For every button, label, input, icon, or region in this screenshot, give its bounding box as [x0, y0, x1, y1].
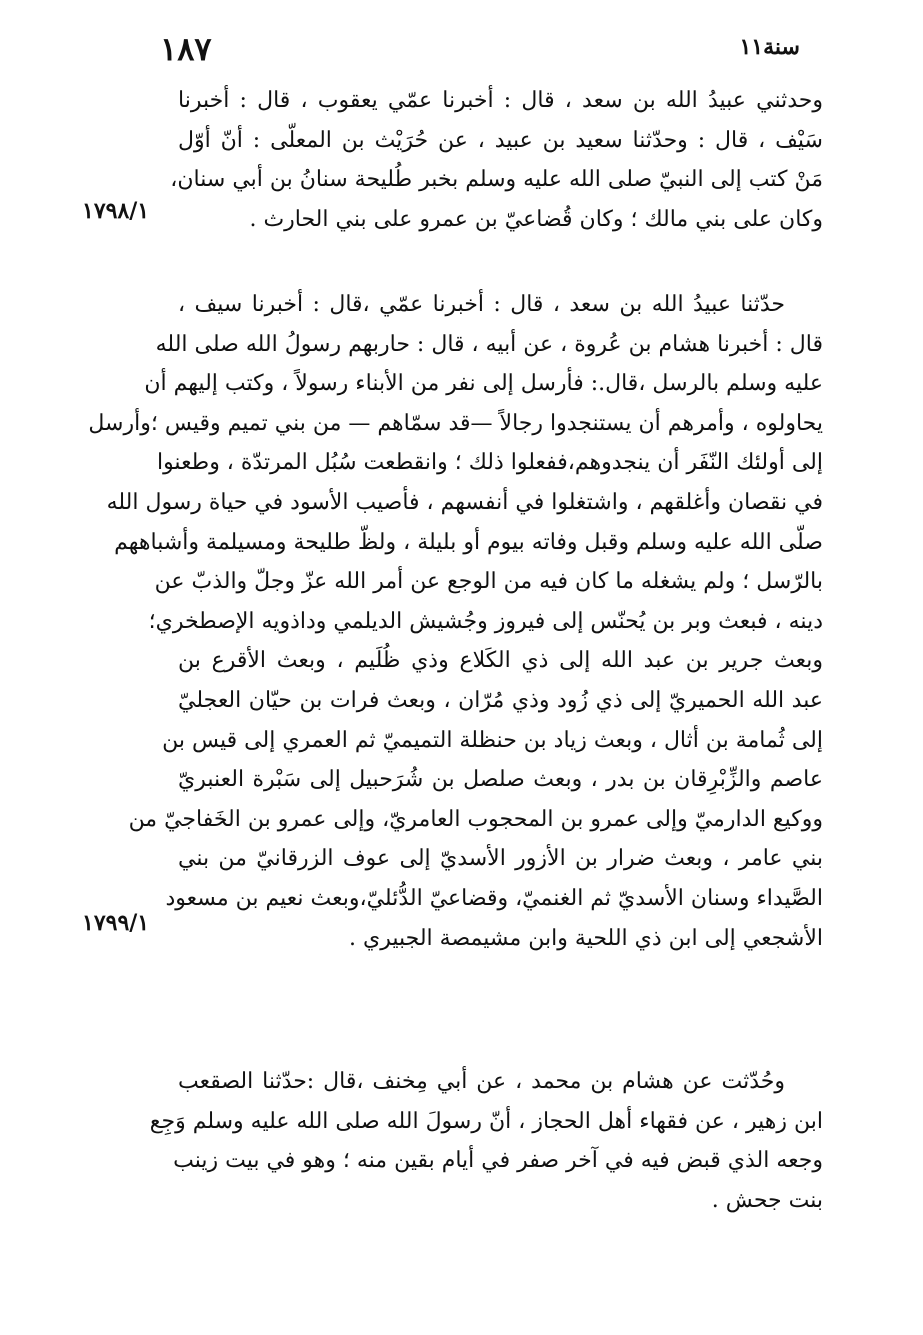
text-line: صلّى الله عليه وسلم وقبل وفاته بيوم أو بليلة ، ولظّ طليحة ومسيلمة وأشباههم [114, 529, 823, 555]
text-line: وحُدّثت عن هشام بن محمد ، عن أبي مِخنف ،قال :حدّثنا الصقعب [178, 1069, 785, 1094]
text-line: الصَّيداء وسنان الأسديّ ثم الغنميّ، وقضاعيّ الدُّئليّ،وبعث نعيم بن مسعود [165, 885, 823, 911]
text-line: بني عامر ، وبعث ضرار بن الأزور الأسديّ إلى عوف الزرقانيّ من بني [178, 846, 823, 872]
text-line: ووكيع الدارميّ وإلى عمرو بن المحجوب العامريّ، وإلى عمرو بن الخَفاجيّ من [128, 806, 823, 832]
text-line: في نقصان وأغلقهم ، واشتغلوا في أنفسهم ، فأصيب الأسود في حياة رسول الله [106, 489, 823, 515]
text-line: عليه وسلم بالرسل ،قال.: فأرسل إلى نفر من الأبناء رسولاً ، وكتب إليهم أن [144, 371, 823, 397]
text-line: ابن زهير ، عن فقهاء أهل الحجاز ، أنّ رسولَ الله صلى الله عليه وسلم وَجِع [149, 1108, 823, 1134]
text-line: إلى ثُمامة بن أثال ، وبعث زياد بن حنظلة التميميّ ثم العمري إلى قيس بن [162, 727, 823, 753]
text-line: بنت جحش . [711, 1187, 823, 1213]
text-line: يحاولوه ، وأمرهم أن يستنجدوا رجالاً —قد سمّاهم — من بني تميم وقيس ؛وأرسل [88, 410, 823, 436]
margin-reference: ١٧٩٨/١ [82, 198, 150, 224]
text-line: وكان على بني مالك ؛ وكان قُضاعيّ بن عمرو على بني الحارث . [249, 206, 823, 232]
text-line: عاصم والزِّبْرِقان بن بدر ، وبعث صلصل بن شُرَحبيل إلى سَبْرة العنبريّ [178, 767, 823, 793]
text-line: بالرّسل ؛ ولم يشغله ما كان فيه من الوجع عن أمر الله عزّ وجلّ والذبّ عن [154, 569, 823, 595]
text-line: قال : أخبرنا هشام بن عُروة ، عن أبيه ، قال : حاربهم رسولُ الله صلى الله [155, 331, 823, 357]
page-number: ١٨٧ [160, 30, 212, 68]
paragraph-3 [149, 1062, 823, 1220]
text-line: حدّثنا عبيدُ الله بن سعد ، قال : أخبرنا عمّي ،قال : أخبرنا سيف ، [178, 292, 785, 317]
text-line: مَنْ كتب إلى النبيّ صلى الله عليه وسلم بخبر طُليحة سنانُ بن أبي سنان، [170, 167, 823, 193]
text-line: إلى أولئك النّفَر أن ينجدوهم،ففعلوا ذلك ؛ وانقطعت سُبُل المرتدّة ، وطعنوا [156, 450, 823, 476]
text-line: الأشجعي إلى ابن ذي اللحية وابن مشيمصة الجبيري . [349, 925, 823, 951]
text-line: وحدثني عبيدُ الله بن سعد ، قال : أخبرنا عمّي يعقوب ، قال : أخبرنا [178, 88, 823, 113]
page-header [160, 30, 800, 70]
year-label: سنة١١ [739, 34, 800, 60]
margin-reference: ١٧٩٩/١ [82, 910, 150, 936]
text-line: دينه ، فبعث وبر بن يُحنّس إلى فيروز وجُشيش الديلمي وداذويه الإصطخري؛ [148, 608, 823, 634]
paragraph-1 [170, 81, 823, 239]
text-line: سَيْف ، قال : وحدّثنا سعيد بن عبيد ، عن حُرَيْث بن المعلّى : أنّ أوّل [178, 127, 823, 153]
text-line: وجعه الذي قبض فيه في آخر صفر في أيام بقين منه ؛ وهو في بيت زينب [173, 1148, 823, 1174]
text-line: وبعث جرير بن عبد الله إلى ذي الكَلاع وذي ظُلَيم ، وبعث الأقرع بن [178, 648, 823, 674]
text-line: عبد الله الحميريّ إلى ذي زُود وذي مُرّان ، وبعث فرات بن حيّان العجليّ [178, 687, 823, 713]
